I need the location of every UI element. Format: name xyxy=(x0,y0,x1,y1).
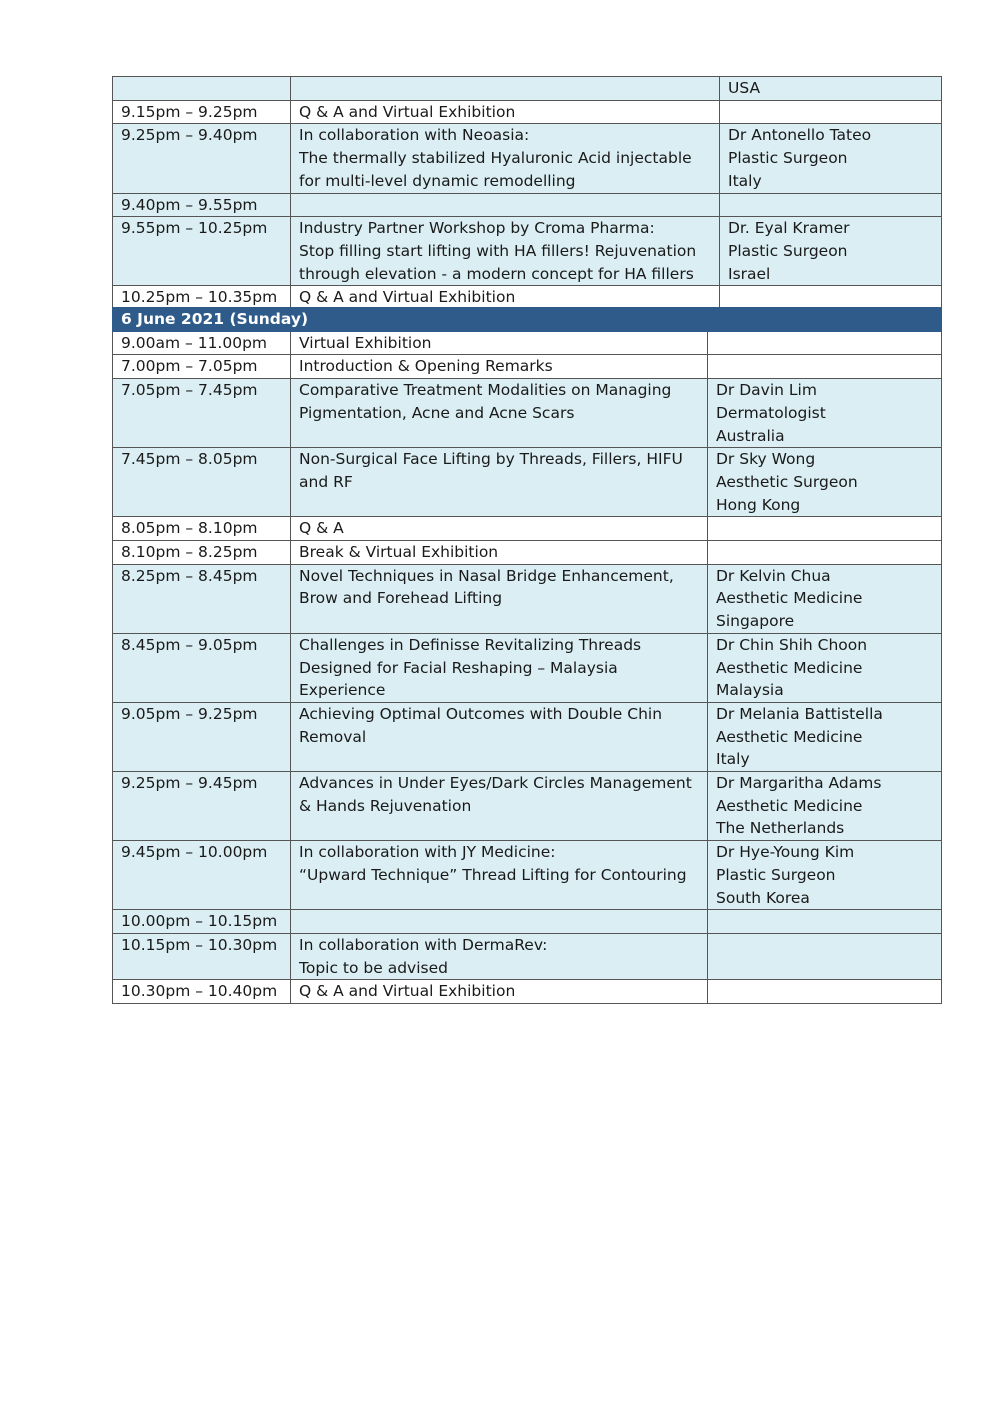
schedule-row xyxy=(113,702,942,771)
session-speaker: Dr. Eyal Kramer Plastic Surgeon Israel xyxy=(720,217,942,286)
session-topic: Virtual Exhibition xyxy=(291,331,708,355)
session-time: 9.00am – 11.00pm xyxy=(113,331,291,355)
session-speaker xyxy=(720,193,942,217)
session-time: 8.25pm – 8.45pm xyxy=(113,564,291,633)
schedule-row xyxy=(113,564,942,633)
schedule-row xyxy=(113,217,942,286)
session-speaker xyxy=(720,100,942,124)
session-time: 7.45pm – 8.05pm xyxy=(113,448,291,517)
session-topic: Q & A xyxy=(291,517,708,541)
schedule-row xyxy=(113,124,942,193)
session-topic: Introduction & Opening Remarks xyxy=(291,355,708,379)
schedule-row xyxy=(113,980,942,1004)
schedule-table-june-6 xyxy=(112,307,942,1004)
session-topic: Q & A and Virtual Exhibition xyxy=(291,100,720,124)
session-topic: In collaboration with DermaRev: Topic to be advised xyxy=(291,933,708,979)
schedule-row xyxy=(113,448,942,517)
session-speaker: Dr Margaritha Adams Aesthetic Medicine The Netherlands xyxy=(708,772,942,841)
session-speaker: Dr Sky Wong Aesthetic Surgeon Hong Kong xyxy=(708,448,942,517)
session-time: 7.00pm – 7.05pm xyxy=(113,355,291,379)
session-speaker xyxy=(708,541,942,565)
session-topic: Non-Surgical Face Lifting by Threads, Fillers, HIFU and RF xyxy=(291,448,708,517)
session-topic: Q & A and Virtual Exhibition xyxy=(291,980,708,1004)
schedule-row xyxy=(113,772,942,841)
session-time: 7.05pm – 7.45pm xyxy=(113,379,291,448)
schedule-row xyxy=(113,286,942,310)
session-topic: Industry Partner Workshop by Croma Pharma: Stop filling start lifting with HA fillers! Rejuvenation through elevation - a modern concept for HA fillers xyxy=(291,217,720,286)
session-time: 10.15pm – 10.30pm xyxy=(113,933,291,979)
session-time: 9.55pm – 10.25pm xyxy=(113,217,291,286)
session-speaker xyxy=(708,331,942,355)
session-time: 9.25pm – 9.40pm xyxy=(113,124,291,193)
session-speaker: USA xyxy=(720,77,942,101)
session-topic: Advances in Under Eyes/Dark Circles Management & Hands Rejuvenation xyxy=(291,772,708,841)
schedule-table-previous-day xyxy=(112,76,942,310)
session-speaker: Dr Melania Battistella Aesthetic Medicine Italy xyxy=(708,702,942,771)
session-time: 9.15pm – 9.25pm xyxy=(113,100,291,124)
day-heading: 6 June 2021 (Sunday) xyxy=(113,308,942,332)
schedule-row xyxy=(113,910,942,934)
schedule-row xyxy=(113,841,942,910)
session-speaker xyxy=(708,517,942,541)
session-topic xyxy=(291,193,720,217)
session-speaker: Dr Hye-Young Kim Plastic Surgeon South Korea xyxy=(708,841,942,910)
session-topic: Challenges in Definisse Revitalizing Threads Designed for Facial Reshaping – Malaysia Experience xyxy=(291,633,708,702)
session-time: 10.25pm – 10.35pm xyxy=(113,286,291,310)
session-time: 8.10pm – 8.25pm xyxy=(113,541,291,565)
session-topic: Novel Techniques in Nasal Bridge Enhancement, Brow and Forehead Lifting xyxy=(291,564,708,633)
session-speaker: Dr Antonello Tateo Plastic Surgeon Italy xyxy=(720,124,942,193)
session-topic: Achieving Optimal Outcomes with Double Chin Removal xyxy=(291,702,708,771)
session-time: 9.25pm – 9.45pm xyxy=(113,772,291,841)
day-heading-row xyxy=(113,308,942,332)
session-speaker xyxy=(708,355,942,379)
session-topic: Break & Virtual Exhibition xyxy=(291,541,708,565)
schedule-row xyxy=(113,933,942,979)
schedule-row xyxy=(113,517,942,541)
schedule-row xyxy=(113,77,942,101)
schedule-row xyxy=(113,193,942,217)
session-time: 10.00pm – 10.15pm xyxy=(113,910,291,934)
session-speaker: Dr Davin Lim Dermatologist Australia xyxy=(708,379,942,448)
session-topic xyxy=(291,910,708,934)
session-speaker xyxy=(708,980,942,1004)
session-speaker xyxy=(708,933,942,979)
session-topic xyxy=(291,77,720,101)
session-speaker: Dr Chin Shih Choon Aesthetic Medicine Malaysia xyxy=(708,633,942,702)
session-time: 9.40pm – 9.55pm xyxy=(113,193,291,217)
schedule-row xyxy=(113,379,942,448)
session-topic: Q & A and Virtual Exhibition xyxy=(291,286,720,310)
session-time: 10.30pm – 10.40pm xyxy=(113,980,291,1004)
session-time xyxy=(113,77,291,101)
session-time: 8.45pm – 9.05pm xyxy=(113,633,291,702)
schedule-row xyxy=(113,355,942,379)
session-time: 9.45pm – 10.00pm xyxy=(113,841,291,910)
session-time: 8.05pm – 8.10pm xyxy=(113,517,291,541)
session-time: 9.05pm – 9.25pm xyxy=(113,702,291,771)
schedule-row xyxy=(113,100,942,124)
schedule-row xyxy=(113,541,942,565)
session-speaker xyxy=(708,910,942,934)
schedule-row xyxy=(113,331,942,355)
session-topic: In collaboration with Neoasia: The thermally stabilized Hyaluronic Acid injectable for multi-level dynamic remodelling xyxy=(291,124,720,193)
schedule-row xyxy=(113,633,942,702)
session-speaker xyxy=(720,286,942,310)
session-speaker: Dr Kelvin Chua Aesthetic Medicine Singapore xyxy=(708,564,942,633)
session-topic: Comparative Treatment Modalities on Managing Pigmentation, Acne and Acne Scars xyxy=(291,379,708,448)
session-topic: In collaboration with JY Medicine: “Upward Technique” Thread Lifting for Contouring xyxy=(291,841,708,910)
